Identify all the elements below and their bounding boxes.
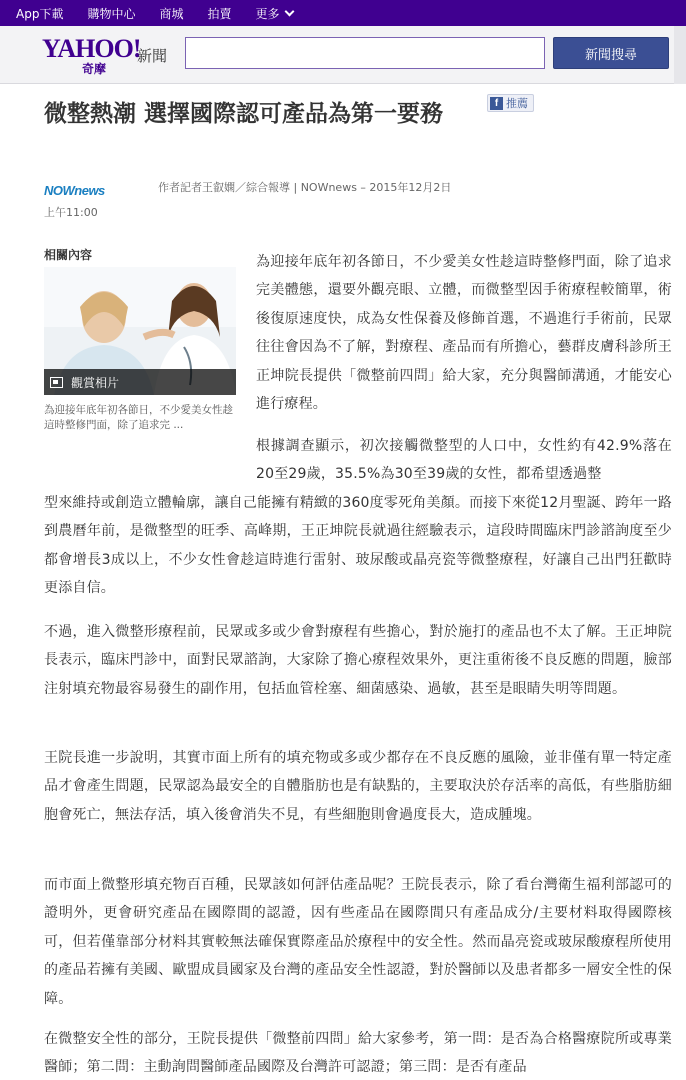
top-utility-bar [0, 0, 686, 26]
nownews-logo-text: NOWnews [44, 183, 105, 198]
search-input[interactable] [185, 37, 545, 69]
facebook-icon: f [490, 97, 503, 110]
section-name: 新聞 [137, 47, 168, 65]
topbar-mall[interactable]: 商城 [159, 6, 184, 21]
article-byline [44, 178, 644, 198]
facebook-recommend-button[interactable] [487, 94, 534, 112]
logo-text: YAHOO! [42, 34, 141, 63]
related-content-heading: 相關內容 [44, 248, 93, 262]
article-paragraph-3: 不過，進入微整形療程前，民眾或多或少會對療程有些擔心，對於施打的產品也不太了解。王正坤院長表示，臨床門診中，面對民眾諮詢，大家除了擔心療程效果外，更注重術後不良反應的問題，臉部注射填充物最容易發生的副作用，包括血管栓塞、細菌感染、過敏，甚至是眼睛失明等問題。 [44, 624, 672, 697]
topbar-more-label: 更多 [255, 6, 280, 21]
topbar-auction[interactable]: 拍賣 [207, 6, 232, 21]
topbar-more[interactable] [256, 5, 293, 22]
yahoo-logo[interactable] [42, 34, 141, 78]
article-paragraph-1: 為迎接年底年初各節日，不少愛美女性趁這時整修門面，除了追求完美體態，還要外觀亮眼、立體，而微整型因手術療程較簡單，術後復原速度快，成為女性保養及修飾首選，不過進行手術前，民眾往往會因為不了解，對療程、產品而有所擔心，藝群皮膚科診所王正坤院長提供「微整前四問」給大家，充分與醫師溝通，才能安心進行療程。 [256, 254, 672, 413]
related-photo-caption[interactable]: 為迎接年底年初各節日，不少愛美女性趁這時整修門面，除了追求完 ... [44, 404, 233, 431]
article-title: 微整熱潮 選擇國際認可產品為第一要務 [44, 100, 444, 127]
article-paragraph-2-cont: 型來維持或創造立體輪廓，讓自己能擁有精緻的360度零死角美顏。而接下來從12月聖誕、跨年一路到農曆年前，是微整型的旺季、高峰期，王正坤院長就過往經驗表示，這段時間臨床門診諮詢度至少都會增長3成以上，不少女性會趁這時進行雷射、玻尿酸或晶亮瓷等微整療程，好讓自己出門狂歡時更添自信。 [44, 495, 672, 597]
topbar-shopping-center[interactable]: 購物中心 [87, 6, 136, 21]
topbar-app-download[interactable]: App下載 [16, 6, 64, 21]
article-time: 上午11:00 [44, 206, 98, 219]
site-header [0, 26, 686, 84]
article-paragraph-5: 而市面上微整形填充物百百種，民眾該如何評估產品呢？王院長表示，除了看台灣衛生福利部認可的證明外，更會研究產品在國際間的認證，因有些產品在國際間只有產品成分/主要材料取得國際核可，但若僅靠部分材料其實較無法確保實際產品於療程中的安全性。然而晶亮瓷或玻尿酸療程所使用的產品若擁有美國、歐盟成員國家及台灣的產品安全性認證，對於醫師以及患者都多一層安全性的保障。 [44, 877, 672, 1007]
logo-subtext: 奇摩 [82, 62, 107, 76]
byline-text: 作者記者王叡嫻／綜合報導 | NOWnews – 2015年12月2日 [158, 181, 452, 194]
recommend-label: 推薦 [506, 97, 528, 110]
article-paragraph-2-start: 根據調查顯示，初次接觸微整型的人口中，女性約有42.9%落在20至29歲，35.5%為30至39歲的女性，都希望透過整 [256, 438, 672, 483]
chevron-down-icon [284, 6, 294, 16]
news-search-button[interactable]: 新聞搜尋 [553, 37, 669, 69]
article-paragraph-6: 在微整安全性的部分，王院長提供「微整前四問」給大家參考，第一問：是否為合格醫療院所或專業醫師；第二問：主動詢問醫師產品國際及台灣許可認證；第三問：是否有產品 [44, 1031, 672, 1076]
view-photos-bar[interactable] [44, 369, 236, 395]
header-edge [674, 26, 686, 84]
article-paragraph-4: 王院長進一步說明，其實市面上所有的填充物或多或少都存在不良反應的風險，並非僅有單一特定產品才會產生問題，民眾認為最安全的自體脂肪也是有缺點的，主要取決於存活率的高低，有些脂肪細胞會死亡，無法存活，填入後會消失不見，有些細胞則會過度長大，造成腫塊。 [44, 750, 672, 823]
view-photos-label: 觀賞相片 [71, 375, 120, 390]
related-photo[interactable] [44, 267, 236, 395]
gallery-icon [50, 377, 63, 388]
nownews-logo[interactable] [44, 181, 148, 198]
